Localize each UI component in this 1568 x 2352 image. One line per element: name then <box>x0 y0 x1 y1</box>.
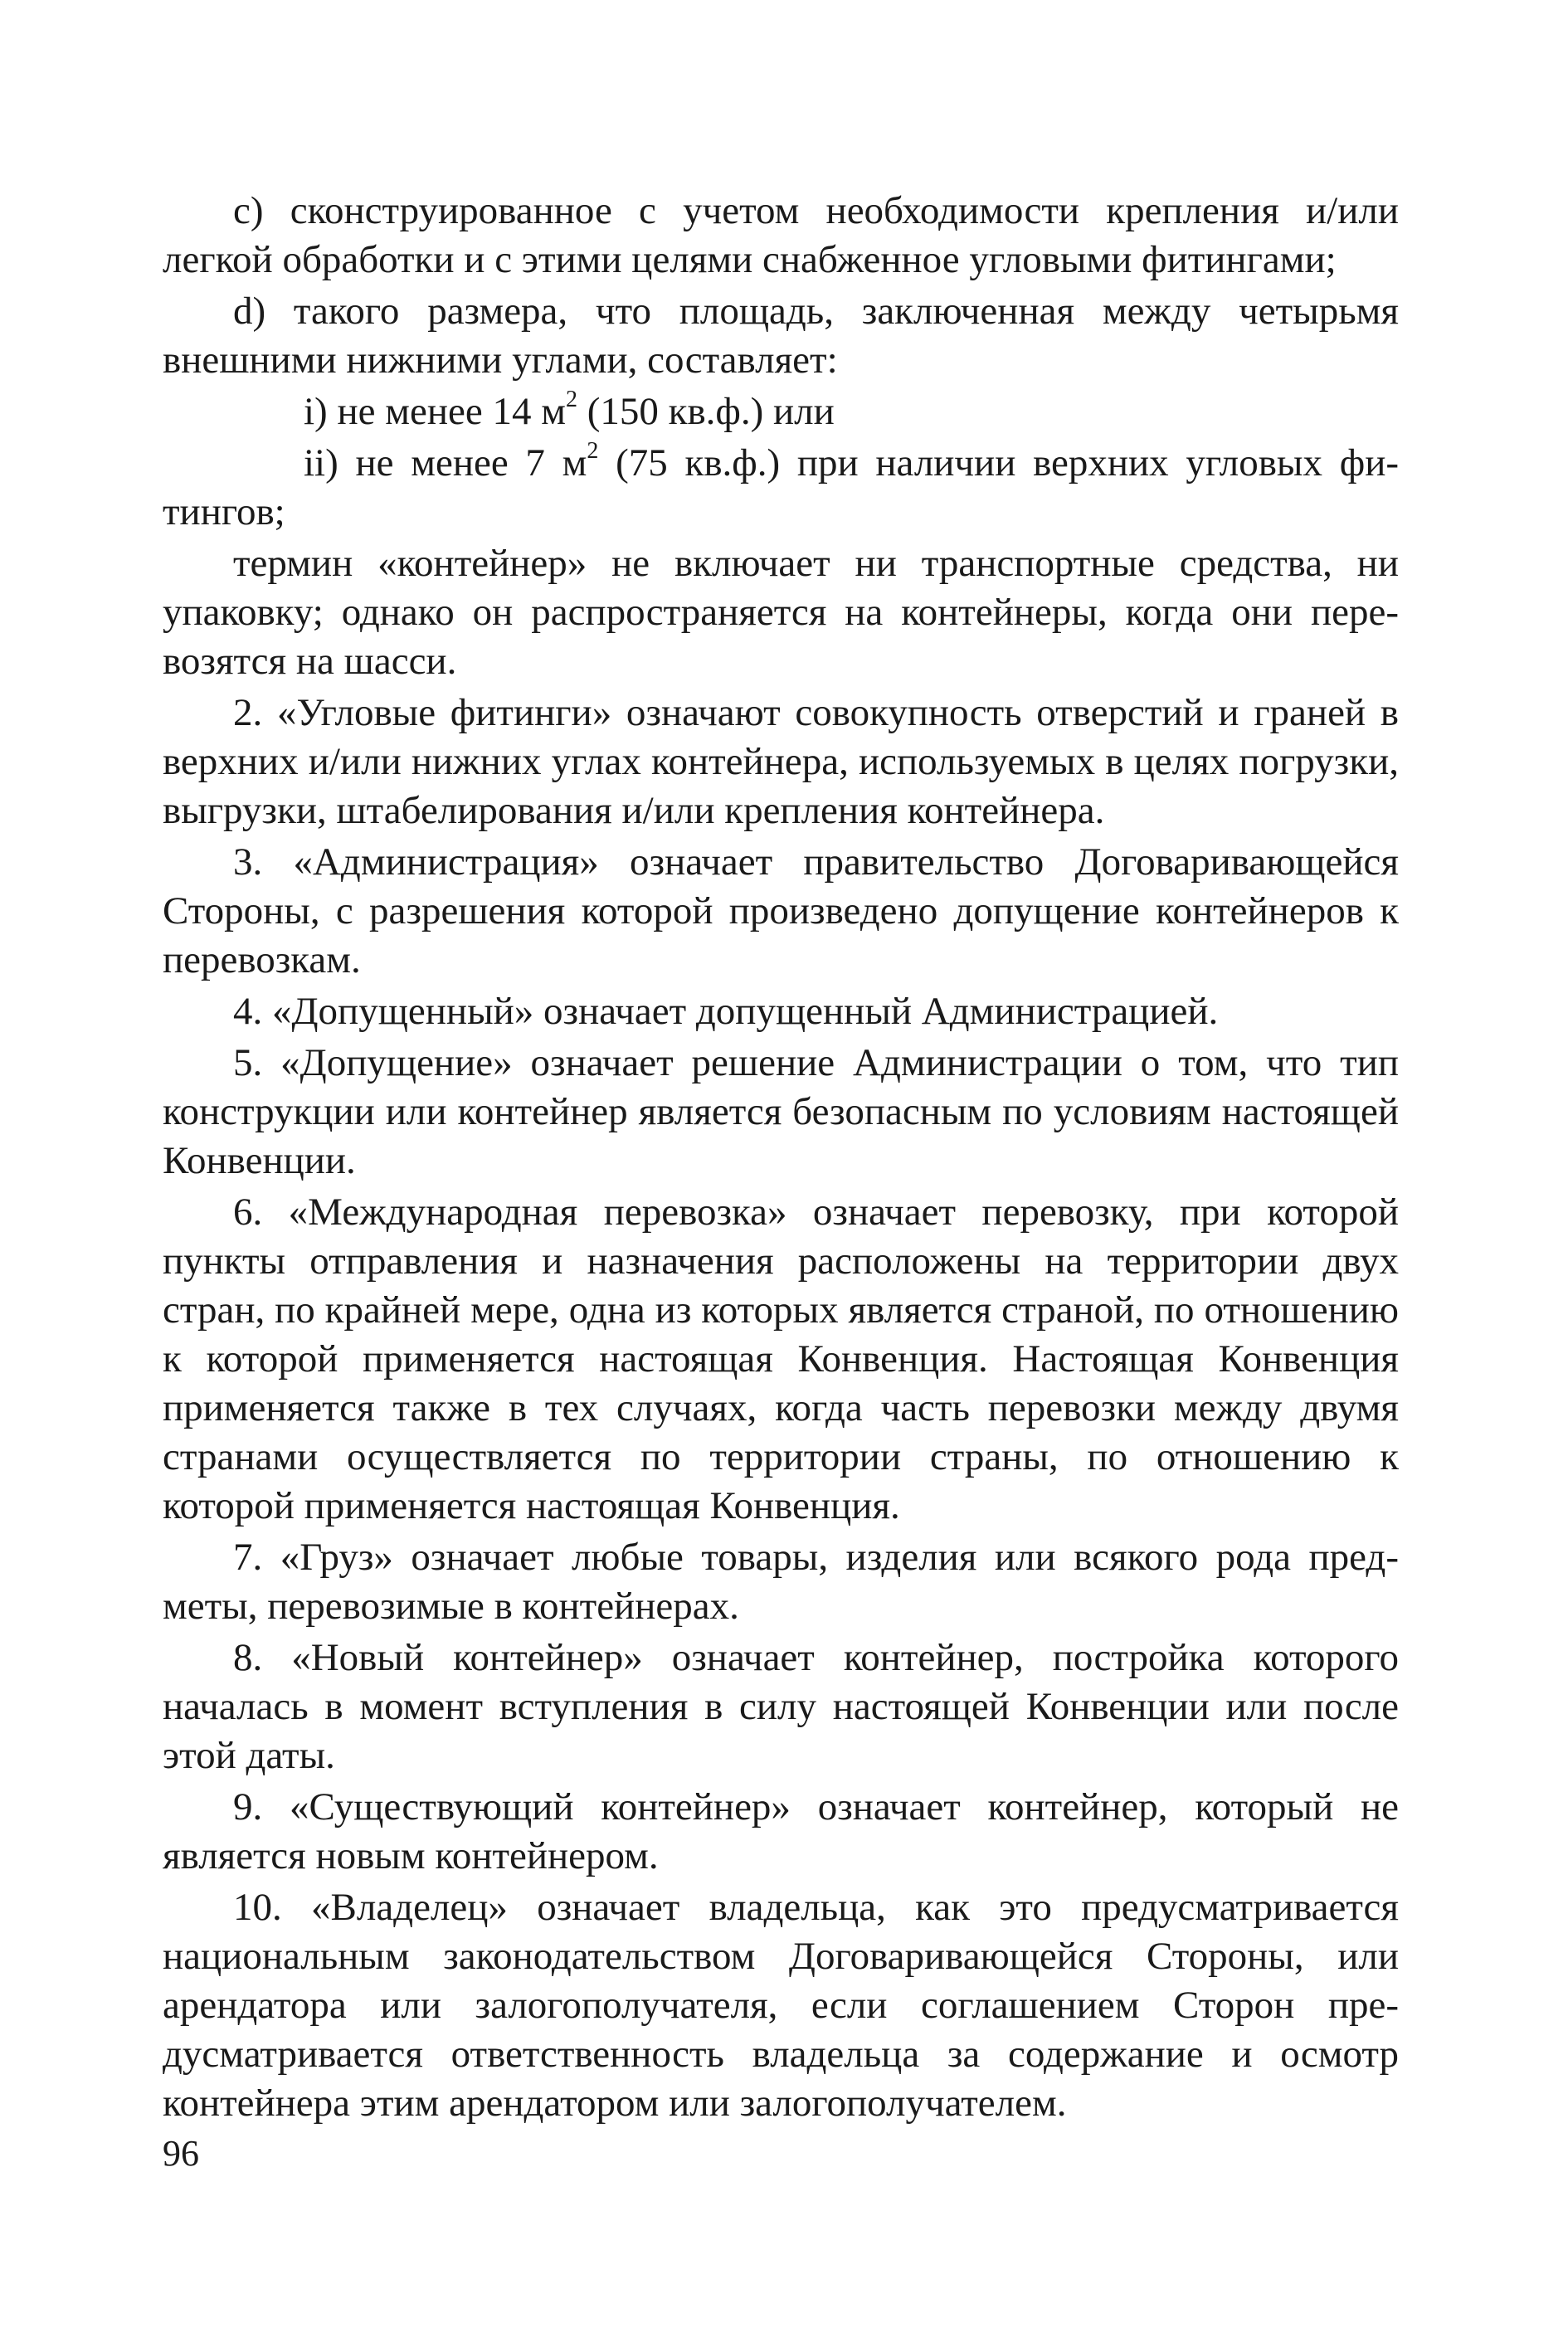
paragraph-d-i <box>163 387 1399 436</box>
paragraph-9: 9. «Существующий контейнер» означает контейнер, который не является новым контейнером. <box>163 1785 1399 1877</box>
d-ii-text-end: (75 кв.ф.) при наличии верхних угловых фитингов; <box>163 441 1399 533</box>
d-i-text: i) не менее 14 м <box>304 390 566 433</box>
d-ii-superscript: 2 <box>587 438 599 465</box>
paragraph-8: 8. «Новый контейнер» означает контейнер, постройка которого началась в момент вступления в силу настоящей Конвенции или после этой даты. <box>163 1636 1399 1777</box>
d-ii-text: ii) не менее 7 м <box>304 441 587 485</box>
d-i-text-end: (150 кв.ф.) или <box>577 390 835 433</box>
d-i-superscript: 2 <box>565 387 577 413</box>
paragraph-c: c) сконструированное с учетом необходимости крепления и/или легкой обработки и с этими целями снабженное угловыми фитингами; <box>163 189 1399 281</box>
paragraph-d: d) такого размера, что площадь, заключенная между четырьмя внешними нижними углами, составляет: <box>163 290 1399 382</box>
paragraph-d-ii <box>163 439 1399 537</box>
page-number: 96 <box>163 2133 199 2174</box>
paragraph-term-note: термин «контейнер» не включает ни транспортные средства, ни упаковку; однако он распространяется на контейнеры, когда они перевозятся на шасси. <box>163 542 1399 683</box>
paragraph-3: 3. «Администрация» означает правительство Договаривающейся Стороны, с разрешения которой произведено допущение контейнеров к перевозкам. <box>163 840 1399 981</box>
paragraph-5: 5. «Допущение» означает решение Администрации о том, что тип конструкции или контейнер является безопасным по условиям настоящей Конвенции. <box>163 1041 1399 1182</box>
paragraph-4: 4. «Допущенный» означает допущенный Администрацией. <box>233 990 1219 1033</box>
paragraph-6: 6. «Международная перевозка» означает перевозку, при которой пункты отправления и назначения расположены на территории двух стран, по крайней мере, одна из которых является страной, по отношению к которой применяется настоящая Конвенция. Настоящая Конвенция применяется также в тех случаях, когда часть перевозки между двумя странами осуществляется по территории страны, по отношению к которой применяется настоящая Конвенция. <box>163 1191 1399 1527</box>
document-page <box>163 187 1399 2130</box>
paragraph-2: 2. «Угловые фитинги» означают совокупность отверстий и граней в верхних и/или нижних углах контейнера, используемых в целях погрузки, выгрузки, штабелирования и/или крепления контейнера. <box>163 691 1399 832</box>
paragraph-10: 10. «Владелец» означает владельца, как это предусматривается национальным законодательством Договаривающейся Стороны, или арендатора или залогополучателя, если соглашением Сторон предусматривается ответственность владельца за содержание и осмотр контейнера этим арендатором или залогополучателем. <box>163 1886 1399 2125</box>
paragraph-7: 7. «Груз» означает любые товары, изделия или всякого рода предметы, перевозимые в контейнерах. <box>163 1536 1399 1628</box>
